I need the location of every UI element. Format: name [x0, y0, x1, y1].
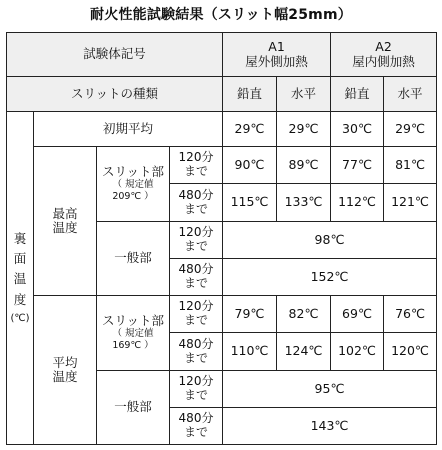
- avg-general-label: 一般部: [97, 371, 170, 445]
- duration-cell: 120分 まで: [170, 222, 223, 259]
- duration-cell: 480分 まで: [170, 184, 223, 222]
- table-cell: 133℃: [277, 184, 331, 222]
- table-cell: 29℃: [277, 112, 331, 147]
- table-cell: 90℃: [223, 147, 277, 184]
- table-cell: 89℃: [277, 147, 331, 184]
- specimen-a1-cell: [223, 33, 331, 77]
- max-slit-label-cell: スリット部 （ 規定値 209℃ ）: [97, 147, 170, 222]
- a2-horizontal-header: 水平: [384, 77, 437, 112]
- table-cell: 29℃: [223, 112, 277, 147]
- table-cell: 30℃: [331, 112, 384, 147]
- table-cell: 98℃: [223, 222, 437, 259]
- a1-desc: 屋外側加熱: [245, 53, 308, 69]
- back-surface-temperature-label: 裏 面 温 度 (℃): [7, 112, 34, 445]
- table-cell: 112℃: [331, 184, 384, 222]
- a2-code: A2: [375, 39, 392, 55]
- duration-cell: 120分 まで: [170, 371, 223, 408]
- avg-slit-120-row: [7, 296, 437, 333]
- duration-cell: 120分 まで: [170, 296, 223, 333]
- table-cell: 69℃: [331, 296, 384, 333]
- table-cell: 143℃: [223, 408, 437, 445]
- table-cell: 120℃: [384, 333, 437, 371]
- a1-code: A1: [268, 39, 285, 55]
- table-cell: 95℃: [223, 371, 437, 408]
- max-temperature-label: 最高 温度: [34, 147, 97, 296]
- initial-average-row: [7, 112, 437, 147]
- header-row-slit-type: [7, 77, 437, 112]
- specimen-a2-cell: [331, 33, 437, 77]
- table-cell: 79℃: [223, 296, 277, 333]
- max-slit-ref: （ 規定値: [112, 179, 154, 191]
- max-slit-ref-value: 209℃ ）: [112, 191, 154, 203]
- table-cell: 82℃: [277, 296, 331, 333]
- table-cell: 152℃: [223, 259, 437, 296]
- slit-type-label-cell: スリットの種類: [7, 77, 223, 112]
- table-cell: 124℃: [277, 333, 331, 371]
- header-row-specimen: [7, 33, 437, 77]
- a1-horizontal-header: 水平: [277, 77, 331, 112]
- max-slit-120-row: [7, 147, 437, 184]
- fire-test-results-table: [6, 32, 437, 445]
- table-cell: 121℃: [384, 184, 437, 222]
- initial-average-label: 初期平均: [34, 112, 223, 147]
- duration-cell: 480分 まで: [170, 408, 223, 445]
- duration-cell: 120分 まで: [170, 147, 223, 184]
- table-cell: 110℃: [223, 333, 277, 371]
- duration-cell: 480分 まで: [170, 333, 223, 371]
- average-temperature-label: 平均 温度: [34, 296, 97, 445]
- duration-cell: 480分 まで: [170, 259, 223, 296]
- table-cell: 29℃: [384, 112, 437, 147]
- max-general-label: 一般部: [97, 222, 170, 296]
- a1-vertical-header: 鉛直: [223, 77, 277, 112]
- table-cell: 115℃: [223, 184, 277, 222]
- avg-slit-ref-value: 169℃ ）: [112, 340, 154, 352]
- table-cell: 102℃: [331, 333, 384, 371]
- specimen-label-cell: 試験体記号: [7, 33, 223, 77]
- avg-slit-ref: （ 規定値: [112, 328, 154, 340]
- a2-desc: 屋内側加熱: [352, 53, 415, 69]
- table-cell: 76℃: [384, 296, 437, 333]
- table-cell: 77℃: [331, 147, 384, 184]
- avg-slit-label-cell: スリット部 （ 規定値 169℃ ）: [97, 296, 170, 371]
- table-title: 耐火性能試験結果（スリット幅25mm）: [90, 7, 352, 23]
- a2-vertical-header: 鉛直: [331, 77, 384, 112]
- table-cell: 81℃: [384, 147, 437, 184]
